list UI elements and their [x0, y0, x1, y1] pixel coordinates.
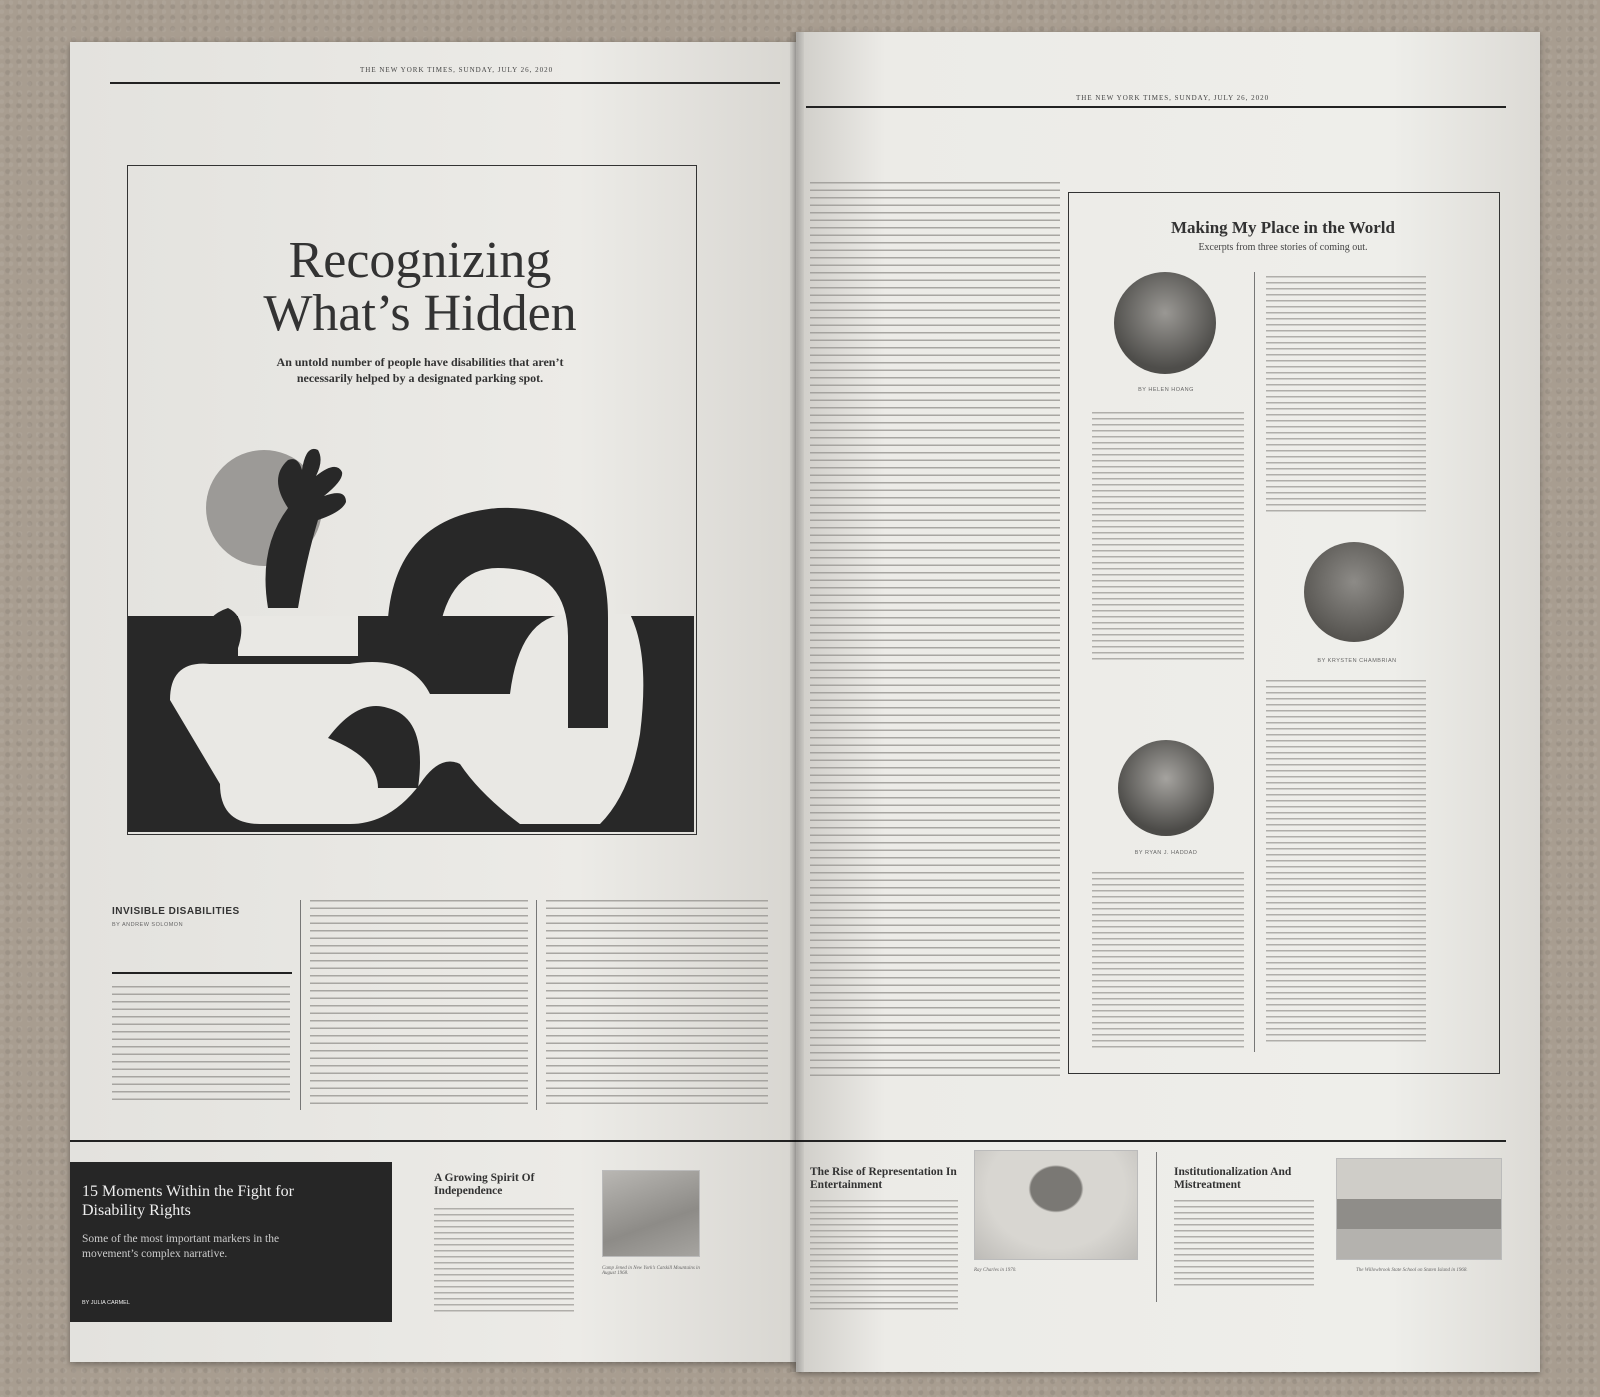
- column-divider: [300, 900, 301, 1110]
- sidebar-title: Making My Place in the World: [1171, 218, 1395, 237]
- sidebar-column-2-top: [1266, 276, 1426, 516]
- timeline-1-caption: Camp Jened in New York’s Catskill Mountains in August 1968.: [602, 1266, 700, 1276]
- byline: BY ANDREW SOLOMON: [112, 922, 184, 928]
- column-divider: [536, 900, 537, 1110]
- headline-line-2: What’s Hidden: [263, 285, 577, 343]
- timeline-1-photo: [602, 1170, 700, 1257]
- article-column-3: [546, 900, 768, 1110]
- article-column-2: [310, 900, 528, 1110]
- left-folio: THE NEW YORK TIMES, SUNDAY, JULY 26, 2020: [360, 66, 554, 74]
- section-label: INVISIBLE DISABILITIES: [112, 906, 240, 917]
- timeline-2-text: [810, 1200, 958, 1310]
- timeline-rule: [70, 1140, 796, 1142]
- sidebar-divider: [1254, 272, 1255, 1052]
- sidebar-subtitle: Excerpts from three stories of coming out.: [1198, 242, 1368, 253]
- timeline-2-photo: [974, 1150, 1138, 1260]
- sidebar-column-1: [1092, 412, 1244, 662]
- timeline-3-caption: The Willowbrook State School on Staten Island in 1968.: [1356, 1268, 1468, 1273]
- dek: An untold number of people have disabilities that aren’t necessarily helped by a designated parking spot.: [276, 355, 564, 386]
- headline: [150, 232, 690, 343]
- newspaper-fold: [790, 32, 804, 1372]
- sidebar-column-2-bottom: [1266, 680, 1426, 1045]
- timeline-2-title: The Rise of Representation In Entertainment: [810, 1166, 957, 1192]
- timeline-box-title: 15 Moments Within the Fight for Disability Rights: [82, 1183, 294, 1220]
- left-newspaper-page: [70, 42, 796, 1362]
- timeline-3-photo: [1336, 1158, 1502, 1260]
- timeline-2-caption: Ray Charles in 1970.: [974, 1268, 1017, 1273]
- timeline-box-byline: BY JULIA CARMEL: [82, 1300, 130, 1306]
- intro-rule: [112, 972, 292, 974]
- headline-line-1: Recognizing: [288, 232, 552, 289]
- author-2-photo: [1304, 542, 1404, 642]
- author-2-byline: BY KRYSTEN CHAMBRIAN: [1317, 658, 1397, 664]
- author-1-byline: BY HELEN HOANG: [1138, 387, 1194, 393]
- author-3-photo: [1118, 740, 1214, 836]
- timeline-box-subtitle: Some of the most important markers in the movement’s complex narrative.: [82, 1233, 280, 1260]
- timeline-1-title: A Growing Spirit Of Independence: [434, 1172, 535, 1198]
- right-newspaper-page: [796, 32, 1540, 1372]
- illustration: [128, 438, 694, 832]
- article-column-4: [810, 182, 1060, 1082]
- timeline-divider: [1156, 1152, 1157, 1302]
- timeline-rule-right: [796, 1140, 1506, 1142]
- author-1-photo: [1114, 272, 1216, 374]
- article-column-1: [112, 986, 290, 1106]
- left-top-rule: [110, 82, 780, 84]
- timeline-1-text: [434, 1208, 574, 1313]
- author-3-byline: BY RYAN J. HADDAD: [1134, 850, 1198, 856]
- timeline-title-box: [70, 1162, 392, 1322]
- right-folio: THE NEW YORK TIMES, SUNDAY, JULY 26, 2020: [1076, 94, 1270, 102]
- right-top-rule: [806, 106, 1506, 108]
- timeline-3-text: [1174, 1200, 1314, 1290]
- sidebar-column-3: [1092, 872, 1244, 1052]
- timeline-3-title: Institutionalization And Mistreatment: [1174, 1166, 1292, 1192]
